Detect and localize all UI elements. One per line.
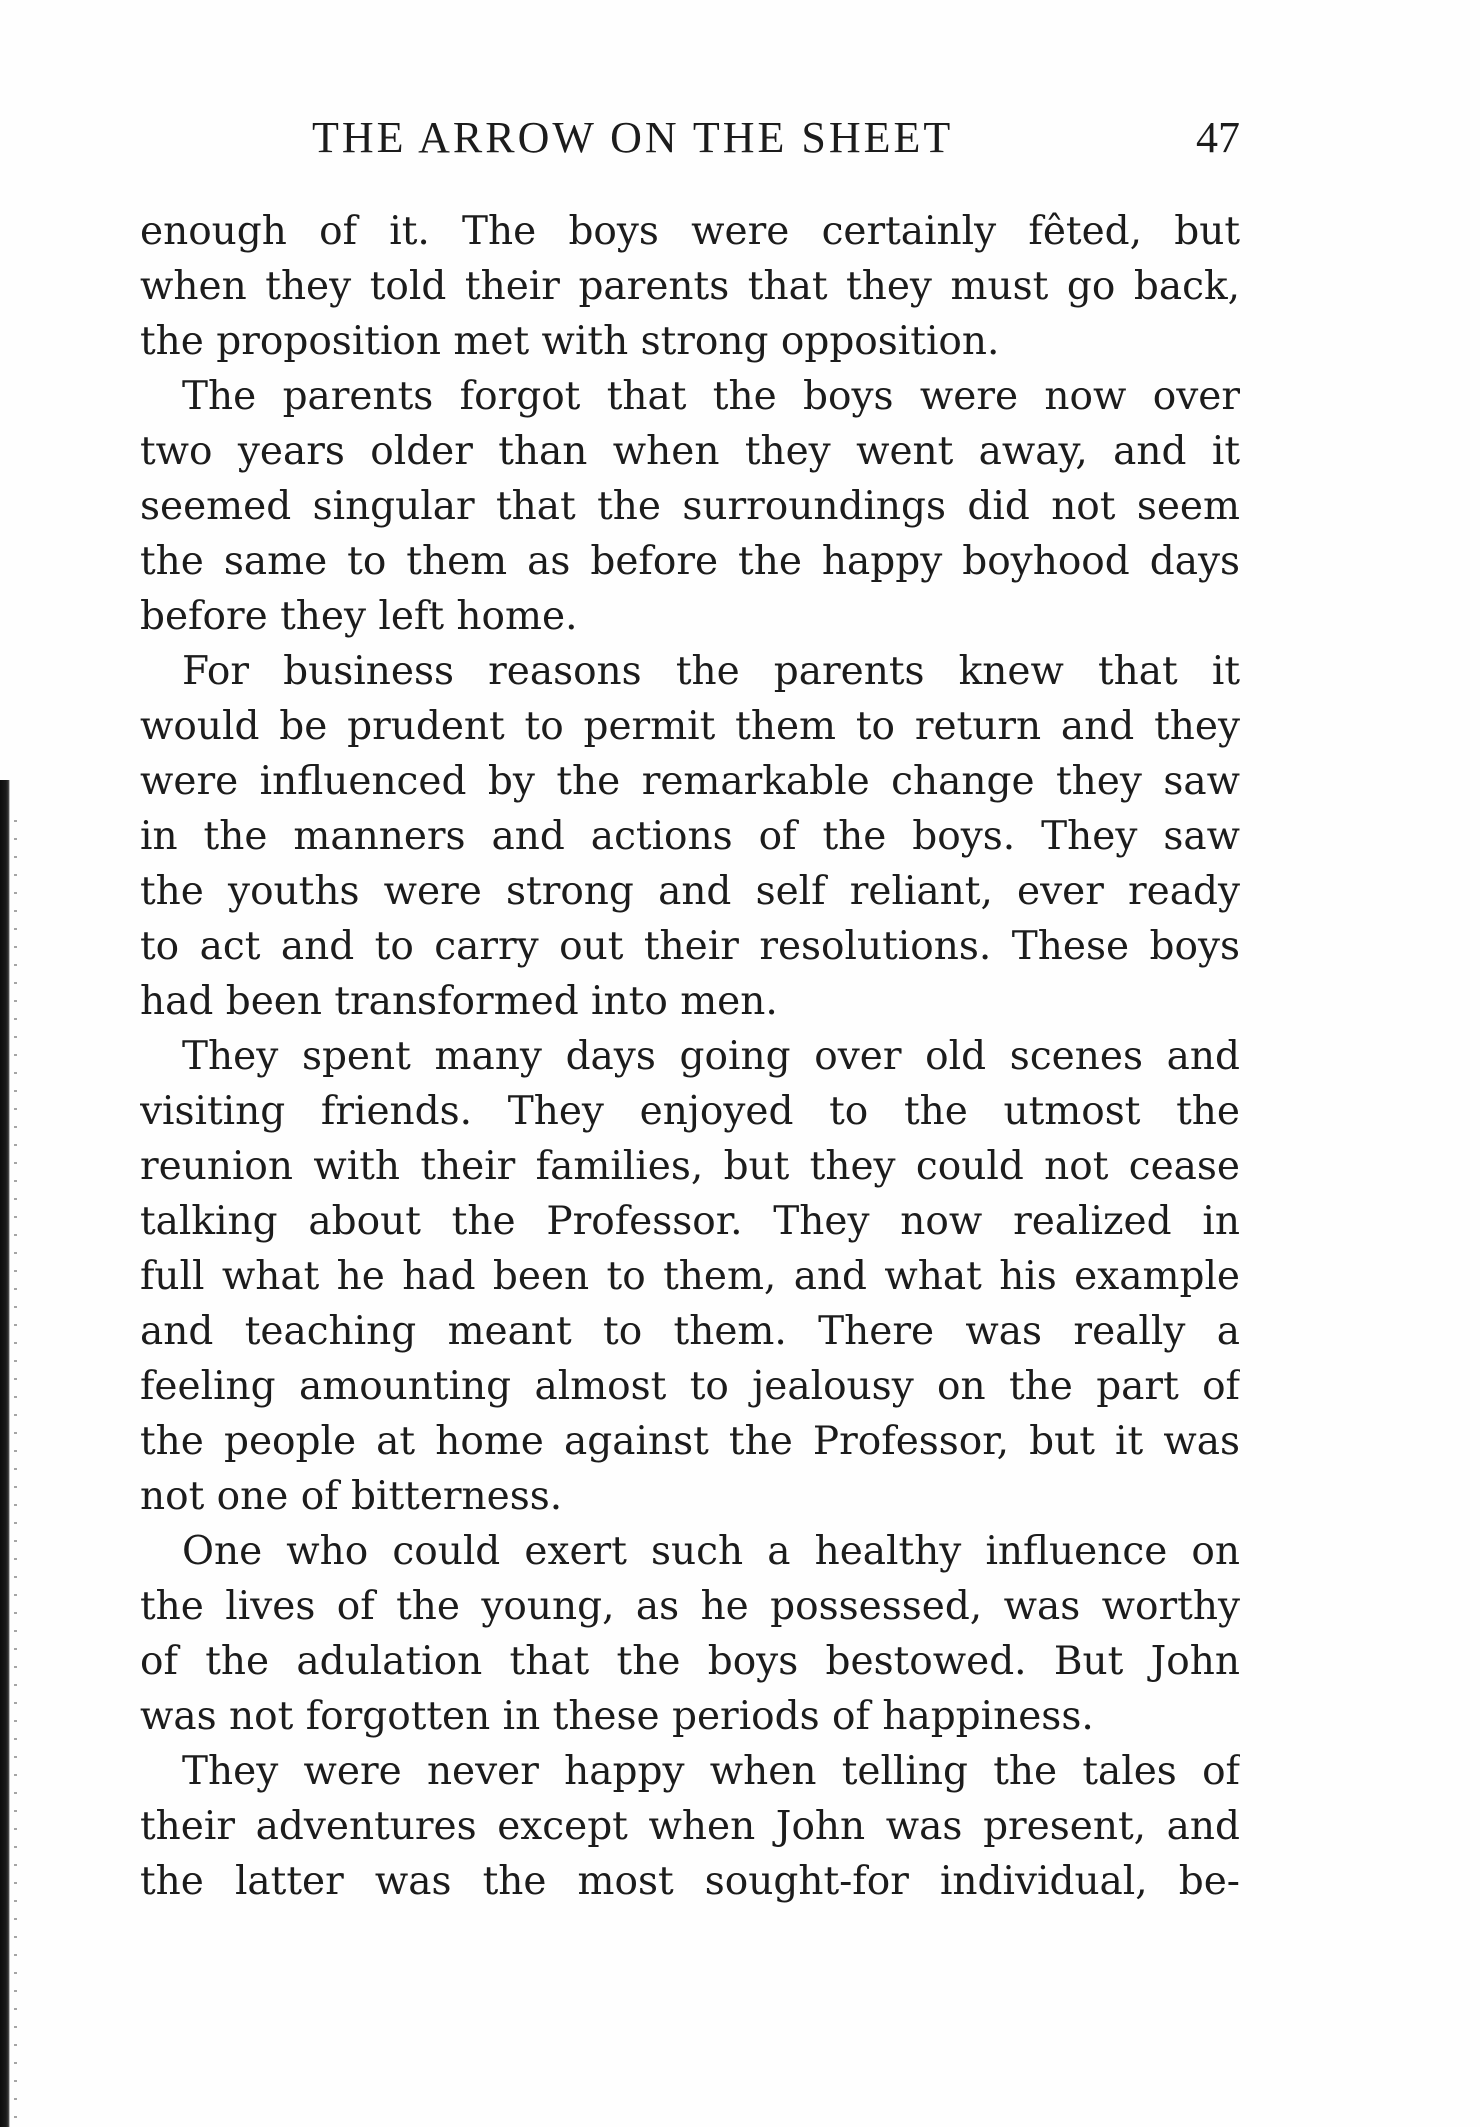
text-line: reunion with their families, but they could not cease <box>140 1144 1240 1189</box>
paragraph-4 <box>140 1029 1240 1524</box>
text-line: and teaching meant to them. There was really a <box>140 1309 1240 1354</box>
paragraph-5 <box>140 1524 1240 1744</box>
text-line: two years older than when they went away, and it <box>140 429 1240 474</box>
text-line: full what he had been to them, and what his example <box>140 1254 1240 1299</box>
text-line: in the manners and actions of the boys. They saw <box>140 814 1240 859</box>
paragraph-1 <box>140 204 1240 369</box>
page-edge-speckle <box>14 820 17 2120</box>
text-line: to act and to carry out their resolutions. These boys <box>140 924 1240 969</box>
page-number: 47 <box>1196 113 1240 162</box>
text-line: seemed singular that the surroundings did not seem <box>140 484 1240 529</box>
paragraph-2 <box>140 369 1240 644</box>
text-line: The parents forgot that the boys were now over <box>182 374 1240 419</box>
text-line: when they told their parents that they must go back, <box>140 264 1240 309</box>
text-line: the same to them as before the happy boyhood days <box>140 539 1240 584</box>
text-line: visiting friends. They enjoyed to the utmost the <box>140 1089 1240 1134</box>
text-line: their adventures except when John was present, and <box>140 1804 1240 1849</box>
running-head <box>140 108 1240 168</box>
text-line: They were never happy when telling the tales of <box>182 1749 1240 1794</box>
running-title: THE ARROW ON THE SHEET <box>312 113 954 162</box>
text-line: the youths were strong and self reliant, ever ready <box>140 869 1240 914</box>
text-line: were influenced by the remarkable change they saw <box>140 759 1240 804</box>
body-text <box>140 204 1240 1909</box>
text-line: One who could exert such a healthy influence on <box>182 1529 1240 1574</box>
text-line: the lives of the young, as he possessed, was worthy <box>140 1584 1240 1629</box>
text-line: the proposition met with strong opposition. <box>140 319 1000 364</box>
text-line: They spent many days going over old scenes and <box>182 1034 1240 1079</box>
text-line: the latter was the most sought-for individual, be- <box>140 1859 1240 1904</box>
text-line: enough of it. The boys were certainly fêted, but <box>140 209 1240 254</box>
text-line: would be prudent to permit them to return and they <box>140 704 1240 749</box>
text-line: had been transformed into men. <box>140 979 778 1024</box>
page-binding-edge <box>0 780 10 2127</box>
paragraph-6 <box>140 1744 1240 1909</box>
text-line: before they left home. <box>140 594 578 639</box>
paragraph-3 <box>140 644 1240 1029</box>
text-line: of the adulation that the boys bestowed. But John <box>140 1639 1240 1684</box>
text-line: talking about the Professor. They now realized in <box>140 1199 1240 1244</box>
text-line: the people at home against the Professor, but it was <box>140 1419 1240 1464</box>
text-line: For business reasons the parents knew that it <box>182 649 1240 694</box>
text-line: feeling amounting almost to jealousy on the part of <box>140 1364 1240 1409</box>
text-line: was not forgotten in these periods of happiness. <box>140 1694 1094 1739</box>
text-line: not one of bitterness. <box>140 1474 563 1519</box>
